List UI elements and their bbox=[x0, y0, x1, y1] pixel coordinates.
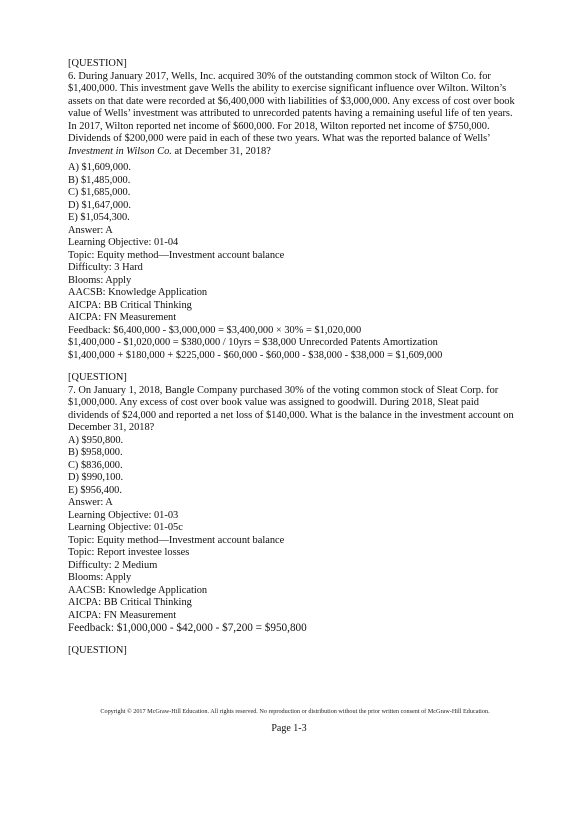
answer-option: D) $1,647,000. bbox=[68, 199, 131, 211]
topic: Topic: Equity method—Investment account balance bbox=[68, 534, 285, 546]
document-body bbox=[68, 58, 518, 658]
difficulty: Difficulty: 2 Medium bbox=[68, 559, 158, 571]
answer-option: E) $956,400. bbox=[68, 484, 122, 496]
answer-key: Answer: A bbox=[68, 497, 113, 508]
question-tag: [QUESTION] bbox=[68, 645, 127, 656]
blooms: Blooms: Apply bbox=[68, 274, 132, 286]
topic: Topic: Report investee losses bbox=[68, 547, 190, 558]
answer-option: B) $1,485,000. bbox=[68, 174, 131, 186]
aacsb: AACSB: Knowledge Application bbox=[68, 584, 208, 596]
answer-key: Answer: A bbox=[68, 224, 113, 236]
answer-option: B) $958,000. bbox=[68, 447, 123, 458]
answer-option: E) $1,054,300. bbox=[68, 212, 130, 223]
question-tag: [QUESTION] bbox=[68, 372, 127, 383]
copyright-notice: Copyright © 2017 McGraw-Hill Education. All rights reserved. No reproduction or distribution without the prior written consent of McGraw-Hill Education. bbox=[100, 708, 490, 715]
answer-option: A) $950,800. bbox=[68, 434, 124, 446]
answer-option: D) $990,100. bbox=[68, 472, 124, 483]
blooms: Blooms: Apply bbox=[68, 572, 132, 583]
aicpa: AICPA: FN Measurement bbox=[68, 312, 177, 323]
question-stem: 7. On January 1, 2018, Bangle Company purchased 30% of the voting common stock of Sleat Corp. for $1,000,000. Any excess of cost over book value was assigned to goodwill. During 2018, Sleat paid dividends of $24,000 and reported a net loss of $140,000. What is the balance in the investment account on December 31, 2018? bbox=[68, 384, 514, 433]
aacsb: AACSB: Knowledge Application bbox=[68, 287, 208, 298]
topic: Topic: Equity method—Investment account balance bbox=[68, 249, 285, 261]
answer-option: C) $836,000. bbox=[68, 459, 123, 471]
feedback: Feedback: $1,000,000 - $42,000 - $7,200 = $950,800 bbox=[68, 622, 307, 634]
aicpa: AICPA: FN Measurement bbox=[68, 609, 177, 621]
question-7 bbox=[68, 372, 518, 635]
learning-objective: Learning Objective: 01-03 bbox=[68, 509, 179, 521]
investment-account-name: Investment in Wilson Co. bbox=[68, 145, 172, 157]
aicpa: AICPA: BB Critical Thinking bbox=[68, 597, 192, 608]
question-stem-continued: In 2017, Wilton reported net income of $600,000. For 2018, Wilton reported net income of $750,000. Dividends of $200,000 were paid in each of these two years. What was the reported balance of Wells’ Investment in Wilson Co. at December 31, 2018? bbox=[68, 120, 490, 157]
answer-option: C) $1,685,000. bbox=[68, 187, 131, 198]
question-stem: 6. During January 2017, Wells, Inc. acquired 30% of the outstanding common stock of Wilton Co. for $1,400,000. This investment gave Wells the ability to exercise significant influence over Wilton. Wilton’s assets on that date were recorded at $6,400,000 with liabilities of $3,000,000. Any excess of cost over book value of Wells’ investment was attributed to unrecorded patents having a remaining useful life of ten years. bbox=[68, 70, 515, 119]
aicpa: AICPA: BB Critical Thinking bbox=[68, 299, 192, 311]
feedback: $1,400,000 + $180,000 + $225,000 - $60,000 - $60,000 - $38,000 - $38,000 = $1,609,000 bbox=[68, 349, 443, 361]
feedback: $1,400,000 - $1,020,000 = $380,000 / 10yrs = $38,000 Unrecorded Patents Amortization bbox=[68, 337, 438, 348]
learning-objective: Learning Objective: 01-05c bbox=[68, 522, 183, 533]
page-number: Page 1-3 bbox=[271, 723, 307, 734]
difficulty: Difficulty: 3 Hard bbox=[68, 262, 143, 273]
feedback: Feedback: $6,400,000 - $3,000,000 = $3,400,000 × 30% = $1,020,000 bbox=[68, 324, 362, 336]
question-6 bbox=[68, 58, 518, 362]
question-8 bbox=[68, 645, 518, 658]
answer-option: A) $1,609,000. bbox=[68, 162, 131, 173]
learning-objective: Learning Objective: 01-04 bbox=[68, 237, 179, 248]
question-tag: [QUESTION] bbox=[68, 58, 127, 69]
